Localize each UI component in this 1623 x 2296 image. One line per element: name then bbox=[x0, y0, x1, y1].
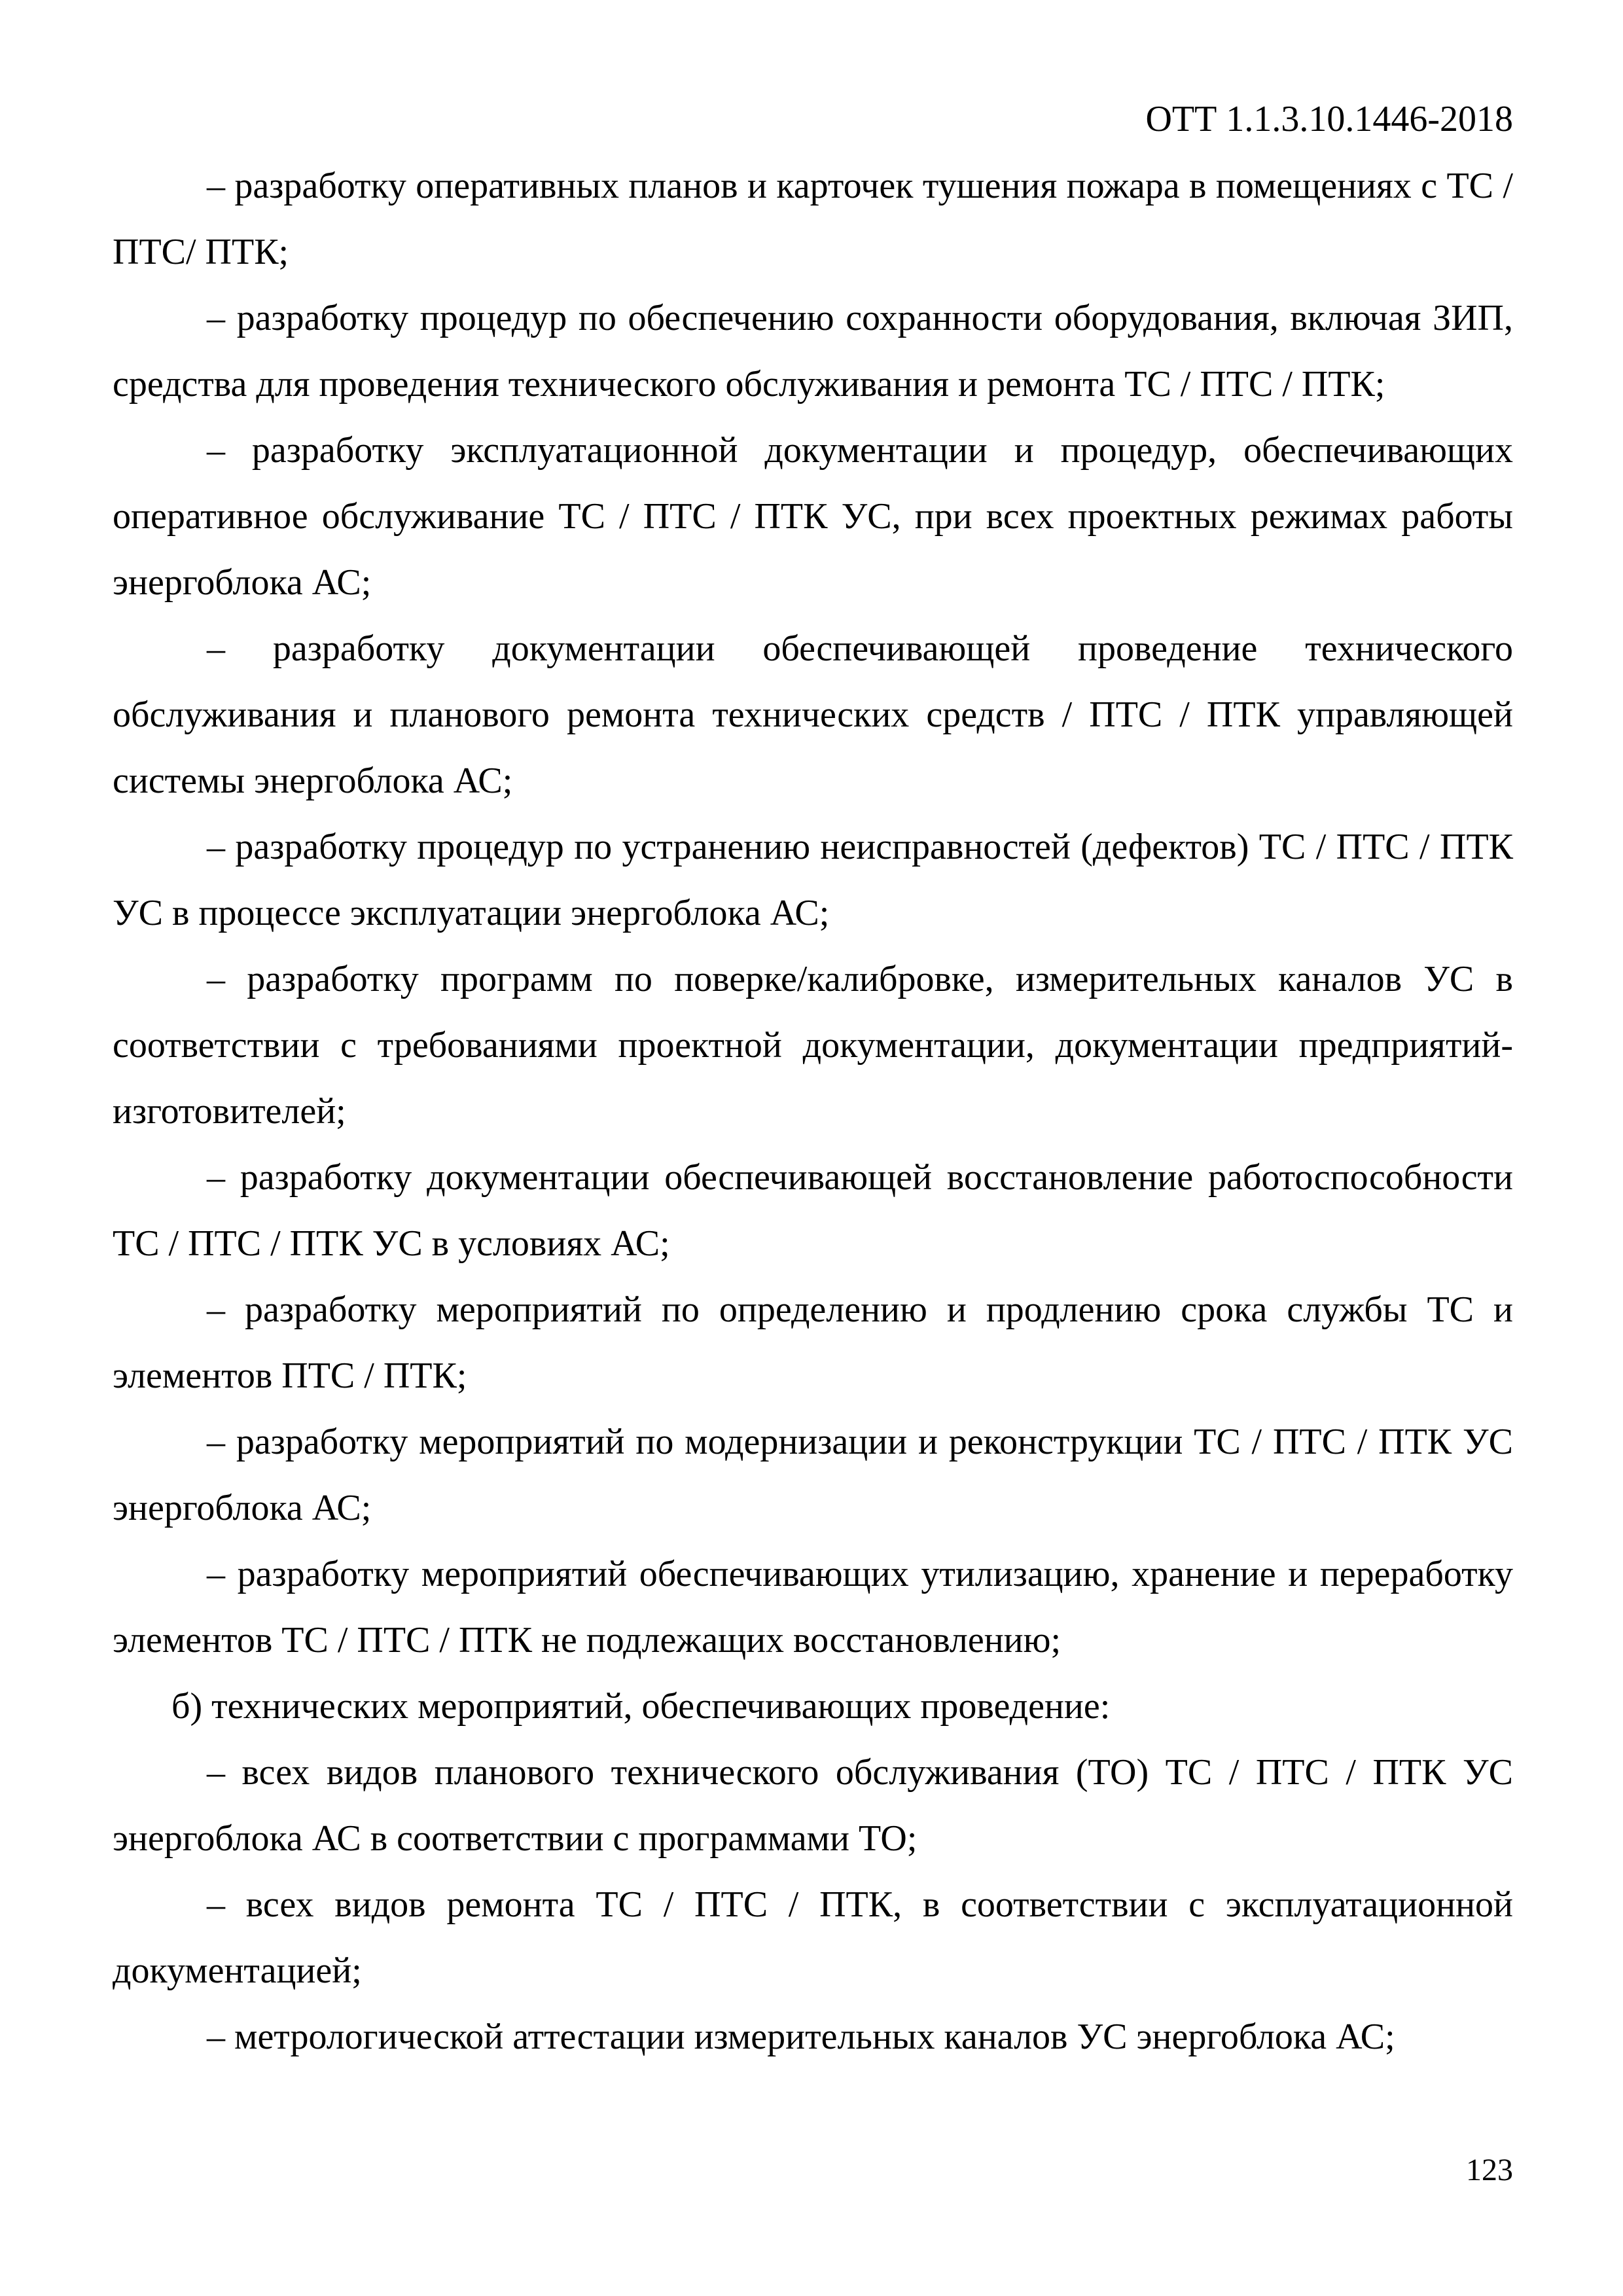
list-item-operational-documentation: – разработку эксплуатационной документации и процедур, обеспечивающих оперативное обслуживание ТС / ПТС / ПТК УС, при всех проектных режимах работы энергоблока АС; bbox=[113, 430, 1513, 603]
subsection-b-heading: б) технических мероприятий, обеспечивающих проведение: bbox=[171, 1686, 1111, 1727]
list-item-disposal-measures: – разработку мероприятий обеспечивающих утилизацию, хранение и переработку элементов ТС / ПТС / ПТК не подлежащих восстановлению; bbox=[113, 1554, 1513, 1660]
document-code-header: ОТТ 1.1.3.10.1446-2018 bbox=[1145, 99, 1513, 139]
list-item-operational-fire-plans: – разработку оперативных планов и карточек тушения пожара в помещениях с ТС / ПТС/ ПТК; bbox=[113, 166, 1513, 272]
list-item-calibration-programs: – разработку программ по поверке/калибровке, измерительных каналов УС в соответствии с требованиями проектной документации, документации предприятий-изготовителей; bbox=[113, 959, 1513, 1132]
list-item-modernization-measures: – разработку мероприятий по модернизации и реконструкции ТС / ПТС / ПТК УС энергоблока АС; bbox=[113, 1422, 1513, 1528]
page-number: 123 bbox=[1466, 2153, 1513, 2187]
list-item-planned-maintenance: – всех видов планового технического обслуживания (ТО) ТС / ПТС / ПТК УС энергоблока АС в соответствии с программами ТО; bbox=[113, 1752, 1513, 1859]
list-item-repair: – всех видов ремонта ТС / ПТС / ПТК, в соответствии с эксплуатационной документацией; bbox=[113, 1884, 1513, 1991]
document-body bbox=[113, 153, 1513, 2070]
list-item-recovery-documentation: – разработку документации обеспечивающей восстановление работоспособности ТС / ПТС / ПТК УС в условиях АС; bbox=[113, 1157, 1513, 1264]
list-item-equipment-safety-procedures: – разработку процедур по обеспечению сохранности оборудования, включая ЗИП, средства для проведения технического обслуживания и ремонта ТС / ПТС / ПТК; bbox=[113, 298, 1513, 404]
list-item-service-life-measures: – разработку мероприятий по определению и продлению срока службы ТС и элементов ПТС / ПТК; bbox=[113, 1289, 1513, 1396]
list-item-fault-elimination-procedures: – разработку процедур по устранению неисправностей (дефектов) ТС / ПТС / ПТК УС в процессе эксплуатации энергоблока АС; bbox=[113, 827, 1513, 933]
list-item-maintenance-documentation: – разработку документации обеспечивающей проведение технического обслуживания и планового ремонта технических средств / ПТС / ПТК управляющей системы энергоблока АС; bbox=[113, 628, 1513, 801]
list-item-metrological-certification: – метрологической аттестации измерительных каналов УС энергоблока АС; bbox=[207, 2017, 1395, 2057]
